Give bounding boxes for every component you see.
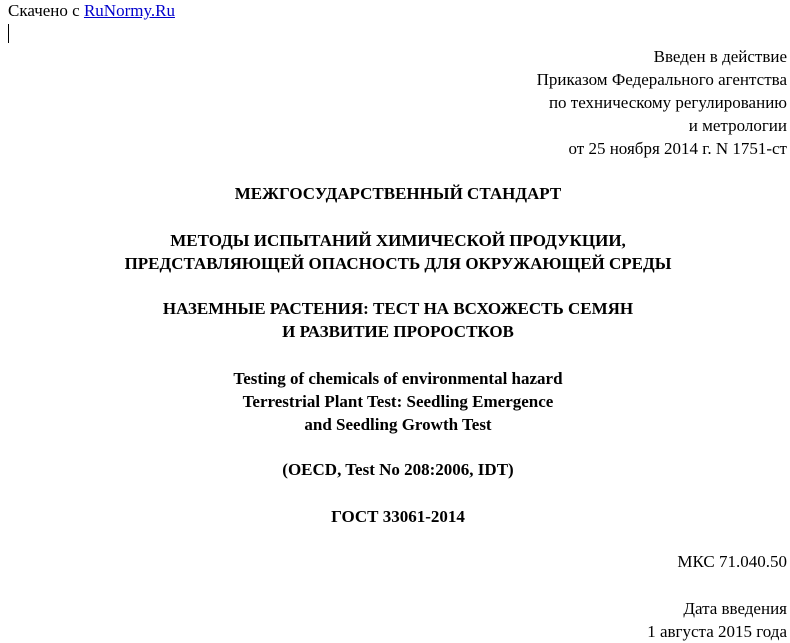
title-ru-general [0, 229, 790, 275]
adoption-line: Приказом Федерального агентства [536, 70, 787, 89]
source-line [8, 1, 175, 21]
title-en [0, 367, 790, 436]
oecd-reference: (OECD, Test No 208:2006, IDT) [282, 460, 514, 479]
mks-code: МКС 71.040.50 [677, 552, 787, 571]
adoption-line: и метрологии [688, 116, 787, 135]
title-line: ПРЕДСТАВЛЯЮЩЕЙ ОПАСНОСТЬ ДЛЯ ОКРУЖАЮЩЕЙ СРЕДЫ [124, 254, 672, 273]
adoption-line: Введен в действие [653, 47, 787, 66]
title-line: МЕТОДЫ ИСПЫТАНИЙ ХИМИЧЕСКОЙ ПРОДУКЦИИ, [170, 231, 626, 250]
runormy-link[interactable]: RuNormy.Ru [83, 1, 175, 20]
source-prefix: Скачено с [8, 1, 84, 20]
title-line: И РАЗВИТИЕ ПРОРОСТКОВ [282, 322, 514, 341]
adoption-line: по техническому регулированию [548, 93, 787, 112]
title-ru-specific [0, 297, 790, 343]
gost-number: ГОСТ 33061-2014 [331, 507, 465, 526]
title-en-line: and Seedling Growth Test [304, 415, 492, 434]
title-en-line: Terrestrial Plant Test: Seedling Emergence [242, 392, 554, 411]
adoption-line: от 25 ноября 2014 г. N 1751-ст [568, 139, 787, 158]
adoption-notice [537, 45, 787, 160]
text-cursor [8, 24, 9, 43]
effective-date-value: 1 августа 2015 года [647, 622, 787, 641]
title-line: НАЗЕМНЫЕ РАСТЕНИЯ: ТЕСТ НА ВСХОЖЕСТЬ СЕМЯН [162, 299, 634, 318]
effective-date-label: Дата введения [683, 599, 787, 618]
standard-type-heading: МЕЖГОСУДАРСТВЕННЫЙ СТАНДАРТ [234, 184, 562, 203]
title-en-line: Testing of chemicals of environmental hazard [233, 369, 563, 388]
effective-date [647, 597, 787, 643]
